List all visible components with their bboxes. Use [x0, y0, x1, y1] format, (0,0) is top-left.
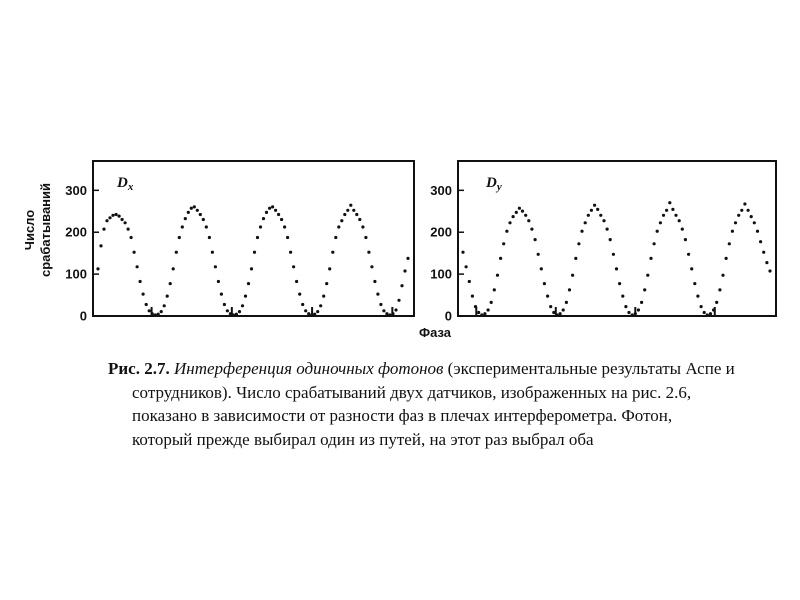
- data-point: [668, 201, 671, 204]
- data-point: [712, 308, 715, 311]
- data-point: [322, 295, 325, 298]
- data-point: [223, 303, 226, 306]
- data-point: [310, 313, 313, 316]
- data-point: [612, 253, 615, 256]
- data-point: [241, 304, 244, 307]
- data-point: [571, 274, 574, 277]
- data-point: [313, 313, 316, 316]
- data-point: [662, 214, 665, 217]
- data-point: [634, 312, 637, 315]
- data-point: [142, 293, 145, 296]
- data-point: [609, 238, 612, 241]
- data-point: [340, 219, 343, 222]
- caption-title: Интерференция одиночных фотонов: [173, 359, 444, 378]
- data-point: [151, 312, 154, 315]
- panel-label: $D_x$: [117, 175, 134, 193]
- data-point: [656, 230, 659, 233]
- data-point: [674, 214, 677, 217]
- data-point: [615, 267, 618, 270]
- data-point: [316, 310, 319, 313]
- data-point: [562, 308, 565, 311]
- data-point: [199, 213, 202, 216]
- data-point: [731, 230, 734, 233]
- data-point: [102, 228, 105, 231]
- data-point: [235, 313, 238, 316]
- chart-panel-dx: [65, 161, 414, 324]
- data-point: [184, 217, 187, 220]
- data-point: [250, 267, 253, 270]
- data-point: [555, 313, 558, 316]
- data-point: [391, 312, 394, 315]
- data-point: [499, 257, 502, 260]
- data-point: [643, 288, 646, 291]
- data-point: [331, 251, 334, 254]
- data-point: [382, 309, 385, 312]
- data-point: [99, 244, 102, 247]
- data-point: [693, 282, 696, 285]
- data-point: [584, 221, 587, 224]
- data-point: [187, 211, 190, 214]
- data-point: [747, 209, 750, 212]
- data-point: [559, 312, 562, 315]
- data-point: [543, 282, 546, 285]
- data-point: [768, 269, 771, 272]
- data-point: [292, 265, 295, 268]
- data-point: [301, 303, 304, 306]
- data-point: [205, 225, 208, 228]
- data-point: [211, 251, 214, 254]
- data-point: [756, 230, 759, 233]
- series-marks: [96, 204, 409, 317]
- data-point: [521, 210, 524, 213]
- y-axis-title: [22, 183, 53, 277]
- data-point: [606, 228, 609, 231]
- data-point: [480, 313, 483, 316]
- data-point: [471, 295, 474, 298]
- data-point: [256, 236, 259, 239]
- data-point: [487, 308, 490, 311]
- y-tick-label: 300: [65, 182, 87, 198]
- data-point: [631, 313, 634, 316]
- data-point: [319, 304, 322, 307]
- data-point: [750, 215, 753, 218]
- y-tick-label: 300: [430, 182, 452, 198]
- data-point: [268, 207, 271, 210]
- data-point: [121, 218, 124, 221]
- y-ticks: [430, 183, 714, 324]
- data-point: [549, 305, 552, 308]
- data-point: [304, 309, 307, 312]
- data-point: [220, 293, 223, 296]
- data-point: [400, 284, 403, 287]
- data-point: [524, 214, 527, 217]
- data-point: [474, 305, 477, 308]
- data-point: [108, 216, 111, 219]
- data-point: [590, 209, 593, 212]
- data-point: [271, 205, 274, 208]
- data-point: [527, 219, 530, 222]
- caption-line4: который прежде выбирал один из путей, на этот раз выбрал оба: [132, 429, 594, 449]
- y-tick-label: 200: [430, 224, 452, 240]
- data-point: [593, 204, 596, 207]
- data-point: [358, 218, 361, 221]
- panel-label: $D_y$: [486, 175, 502, 193]
- y-tick-label: 100: [430, 266, 452, 282]
- data-point: [367, 251, 370, 254]
- data-point: [678, 219, 681, 222]
- y-axis-title-line2: срабатываний: [38, 182, 53, 278]
- data-point: [193, 205, 196, 208]
- data-point: [715, 301, 718, 304]
- data-point: [169, 282, 172, 285]
- data-point: [709, 312, 712, 315]
- data-point: [232, 313, 235, 316]
- data-point: [540, 267, 543, 270]
- caption-line2: сотрудников). Число срабатываний двух датчиков, изображенных на рис. 2.6,: [132, 382, 692, 402]
- data-point: [618, 282, 621, 285]
- data-point: [753, 221, 756, 224]
- data-point: [552, 311, 555, 314]
- data-point: [505, 230, 508, 233]
- data-point: [280, 218, 283, 221]
- data-point: [127, 228, 130, 231]
- caption-line1-rest: (экспериментальные результаты Аспе и: [447, 359, 735, 378]
- data-point: [599, 214, 602, 217]
- data-point: [130, 236, 133, 239]
- data-point: [262, 217, 265, 220]
- data-point: [740, 209, 743, 212]
- data-point: [718, 288, 721, 291]
- data-point: [265, 211, 268, 214]
- y-tick-label: 100: [65, 266, 87, 282]
- data-point: [762, 251, 765, 254]
- data-point: [721, 274, 724, 277]
- data-point: [574, 257, 577, 260]
- data-point: [624, 305, 627, 308]
- data-point: [403, 269, 406, 272]
- data-point: [397, 299, 400, 302]
- data-point: [274, 209, 277, 212]
- data-point: [277, 213, 280, 216]
- data-point: [703, 311, 706, 314]
- data-point: [596, 208, 599, 211]
- data-point: [511, 215, 514, 218]
- y-ticks: [65, 183, 392, 324]
- figure-caption: [108, 357, 778, 451]
- y-tick-label: 0: [444, 308, 452, 324]
- data-point: [196, 209, 199, 212]
- data-point: [700, 305, 703, 308]
- data-point: [637, 308, 640, 311]
- data-point: [289, 251, 292, 254]
- data-point: [621, 295, 624, 298]
- y-tick-label: 200: [65, 224, 87, 240]
- data-point: [145, 303, 148, 306]
- data-point: [379, 303, 382, 306]
- data-point: [649, 257, 652, 260]
- data-point: [376, 293, 379, 296]
- data-point: [214, 265, 217, 268]
- data-point: [508, 221, 511, 224]
- data-point: [587, 214, 590, 217]
- data-point: [725, 257, 728, 260]
- data-point: [627, 311, 630, 314]
- data-point: [465, 265, 468, 268]
- data-point: [208, 236, 211, 239]
- data-point: [373, 280, 376, 283]
- data-point: [295, 280, 298, 283]
- data-point: [334, 236, 337, 239]
- data-point: [394, 308, 397, 311]
- data-point: [577, 242, 580, 245]
- data-point: [388, 313, 391, 316]
- data-point: [696, 295, 699, 298]
- x-axis-title: Фаза: [418, 325, 452, 340]
- data-point: [546, 295, 549, 298]
- data-point: [328, 267, 331, 270]
- data-point: [681, 228, 684, 231]
- data-point: [190, 207, 193, 210]
- data-point: [684, 238, 687, 241]
- data-point: [244, 295, 247, 298]
- data-point: [163, 304, 166, 307]
- data-point: [468, 280, 471, 283]
- data-point: [743, 202, 746, 205]
- data-point: [406, 257, 409, 260]
- data-point: [325, 282, 328, 285]
- data-point: [687, 253, 690, 256]
- data-point: [148, 309, 151, 312]
- data-point: [530, 228, 533, 231]
- data-point: [283, 225, 286, 228]
- data-point: [238, 310, 241, 313]
- data-point: [490, 301, 493, 304]
- data-point: [307, 312, 310, 315]
- data-point: [640, 301, 643, 304]
- data-point: [346, 209, 349, 212]
- data-point: [160, 310, 163, 313]
- data-point: [286, 236, 289, 239]
- data-point: [537, 253, 540, 256]
- data-point: [493, 288, 496, 291]
- data-point: [355, 213, 358, 216]
- data-point: [370, 265, 373, 268]
- data-point: [759, 240, 762, 243]
- data-point: [385, 312, 388, 315]
- data-point: [477, 311, 480, 314]
- data-point: [706, 313, 709, 316]
- data-point: [217, 280, 220, 283]
- data-point: [502, 242, 505, 245]
- data-point: [461, 251, 464, 254]
- data-point: [646, 274, 649, 277]
- data-point: [226, 309, 229, 312]
- data-point: [737, 214, 740, 217]
- data-point: [181, 225, 184, 228]
- data-point: [247, 282, 250, 285]
- data-point: [139, 280, 142, 283]
- y-tick-label: 0: [79, 308, 87, 324]
- data-point: [352, 209, 355, 212]
- data-point: [154, 313, 157, 316]
- data-point: [734, 221, 737, 224]
- data-point: [118, 215, 121, 218]
- data-point: [124, 221, 127, 224]
- caption-figure-number: Рис. 2.7.: [108, 359, 170, 378]
- data-point: [136, 265, 139, 268]
- data-point: [349, 204, 352, 207]
- data-point: [133, 251, 136, 254]
- data-point: [343, 213, 346, 216]
- data-point: [96, 267, 99, 270]
- data-point: [202, 218, 205, 221]
- data-point: [157, 313, 160, 316]
- y-axis-title-line1: Число: [22, 209, 37, 251]
- data-point: [653, 242, 656, 245]
- caption-line3: показано в зависимости от разности фаз в плечах интерферометра. Фотон,: [132, 406, 673, 425]
- plot-frame: [458, 161, 776, 316]
- data-point: [111, 214, 114, 217]
- data-point: [483, 312, 486, 315]
- data-point: [665, 209, 668, 212]
- data-point: [253, 251, 256, 254]
- data-point: [175, 251, 178, 254]
- data-point: [298, 293, 301, 296]
- data-point: [534, 238, 537, 241]
- data-point: [690, 267, 693, 270]
- data-point: [728, 242, 731, 245]
- data-point: [361, 225, 364, 228]
- data-point: [518, 207, 521, 210]
- data-point: [602, 219, 605, 222]
- data-point: [659, 221, 662, 224]
- data-point: [364, 236, 367, 239]
- series-marks: [461, 201, 771, 317]
- data-point: [496, 274, 499, 277]
- data-point: [568, 288, 571, 291]
- data-point: [671, 208, 674, 211]
- data-point: [105, 219, 108, 222]
- data-point: [166, 295, 169, 298]
- data-point: [172, 267, 175, 270]
- data-point: [259, 225, 262, 228]
- data-point: [337, 225, 340, 228]
- data-point: [565, 301, 568, 304]
- chart-panel-dy: [430, 161, 776, 324]
- data-point: [115, 213, 118, 216]
- data-point: [580, 230, 583, 233]
- data-point: [178, 236, 181, 239]
- data-point: [515, 211, 518, 214]
- data-point: [229, 312, 232, 315]
- data-point: [765, 261, 768, 264]
